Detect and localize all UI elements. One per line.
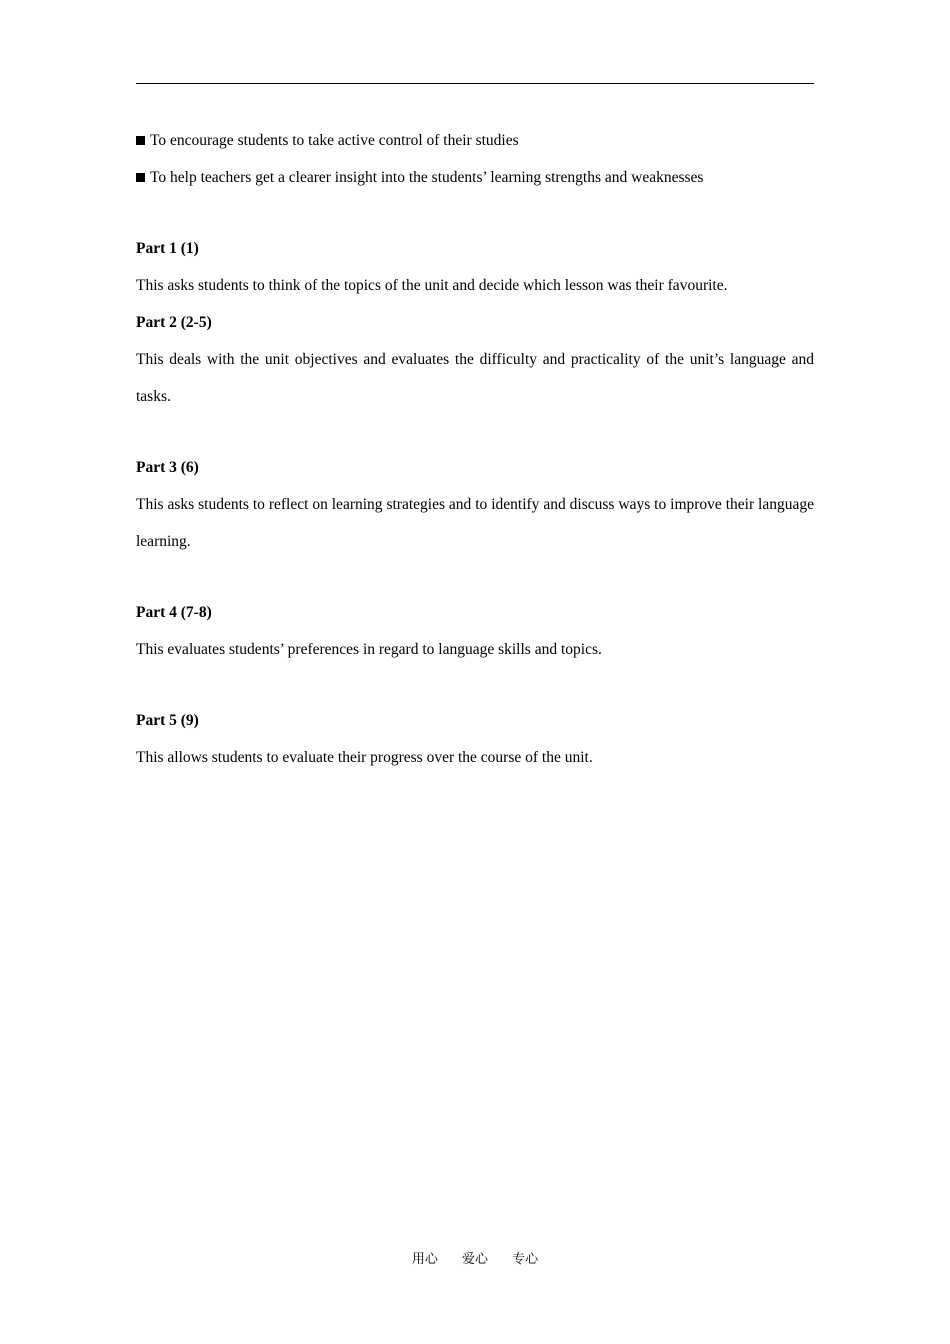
footer-item: 专心 bbox=[512, 1252, 539, 1267]
header-rule bbox=[136, 83, 814, 84]
spacer bbox=[136, 668, 814, 702]
bullet-text: To encourage students to take active control of their studies bbox=[150, 132, 519, 149]
bullet-item bbox=[136, 122, 814, 159]
part-heading: Part 3 (6) bbox=[136, 459, 199, 476]
square-bullet-icon bbox=[136, 173, 145, 182]
square-bullet-icon bbox=[136, 136, 145, 145]
bullet-text: To help teachers get a clearer insight into the students’ learning strengths and weaknesses bbox=[150, 169, 704, 186]
spacer bbox=[136, 196, 814, 230]
part-text: This deals with the unit objectives and evaluates the difficulty and practicality of the unit’s language and tasks. bbox=[136, 351, 814, 405]
part-heading: Part 1 (1) bbox=[136, 240, 199, 257]
part-text: This asks students to reflect on learning strategies and to identify and discuss ways to improve their language learning. bbox=[136, 496, 814, 550]
footer-item: 爱心 bbox=[461, 1252, 488, 1267]
spacer bbox=[136, 560, 814, 594]
bullet-item bbox=[136, 159, 814, 196]
document-body bbox=[136, 122, 814, 776]
part-text: This asks students to think of the topics of the unit and decide which lesson was their favourite. bbox=[136, 277, 728, 294]
page-footer bbox=[0, 1248, 950, 1267]
part-text: This allows students to evaluate their progress over the course of the unit. bbox=[136, 749, 593, 766]
footer-item: 用心 bbox=[411, 1252, 438, 1267]
spacer bbox=[136, 415, 814, 449]
part-text: This evaluates students’ preferences in regard to language skills and topics. bbox=[136, 641, 602, 658]
part-heading: Part 2 (2-5) bbox=[136, 314, 212, 331]
part-heading: Part 5 (9) bbox=[136, 712, 199, 729]
part-heading: Part 4 (7-8) bbox=[136, 604, 212, 621]
